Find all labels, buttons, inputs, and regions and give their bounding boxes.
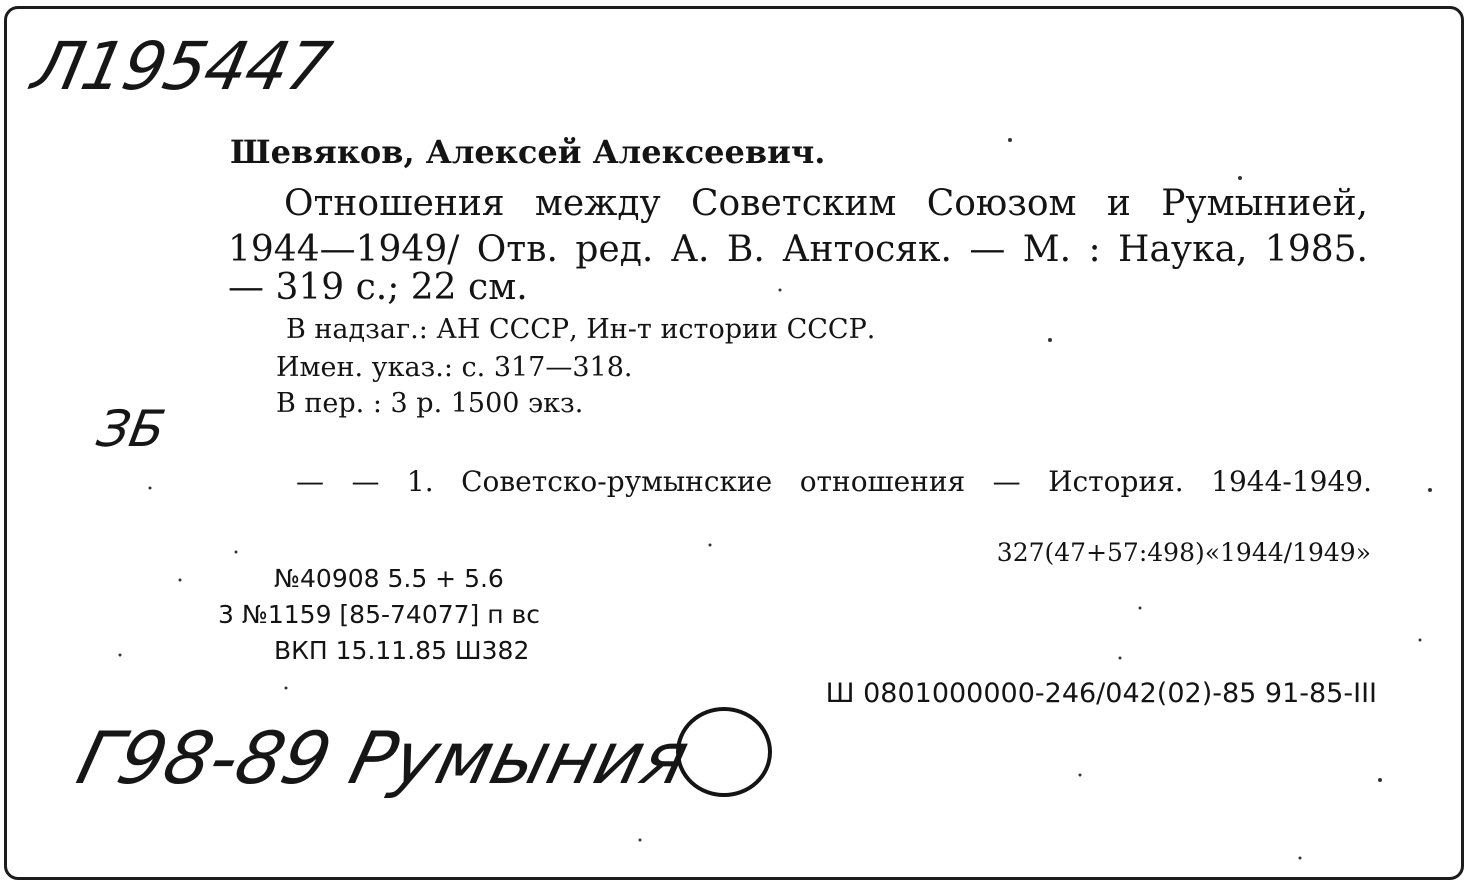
location-mark-handwritten: ЗБ (92, 400, 170, 458)
shelf-note-handwritten: Г98-89 Румыния (69, 716, 698, 800)
subject-heading: — — 1. Советско-румынские отношения — История. 1944-1949. (296, 465, 1372, 498)
author-heading: Шевяков, Алексей Алексеевич. (230, 133, 826, 171)
title-line-1: Отношения между Советским Союзом и Румынией, (284, 183, 1368, 224)
technical-line-2: 3 №1159 [85-74077] п вс (218, 600, 541, 629)
note-header: В надзаг.: АН СССР, Ин-т истории СССР. (286, 314, 876, 345)
bbk-code: Ш 0801000000-246/042(02)-85 91-85-III (825, 678, 1377, 709)
technical-line-1: №40908 5.5 + 5.6 (274, 564, 504, 593)
stamp-circle-icon (672, 702, 778, 802)
udc-code: 327(47+57:498)«1944/1949» (996, 538, 1371, 567)
note-price: В пер. : 3 р. 1500 экз. (276, 388, 584, 419)
inventory-number-handwritten: Л195447 (25, 28, 337, 105)
note-index: Имен. указ.: с. 317—318. (276, 352, 633, 383)
title-line-2: 1944—1949/ Отв. ред. А. В. Антосяк. — М. : Наука, 1985. (228, 229, 1368, 270)
title-line-3: — 319 с.; 22 см. (228, 267, 528, 308)
technical-line-3: ВКП 15.11.85 Ш382 (274, 636, 530, 665)
